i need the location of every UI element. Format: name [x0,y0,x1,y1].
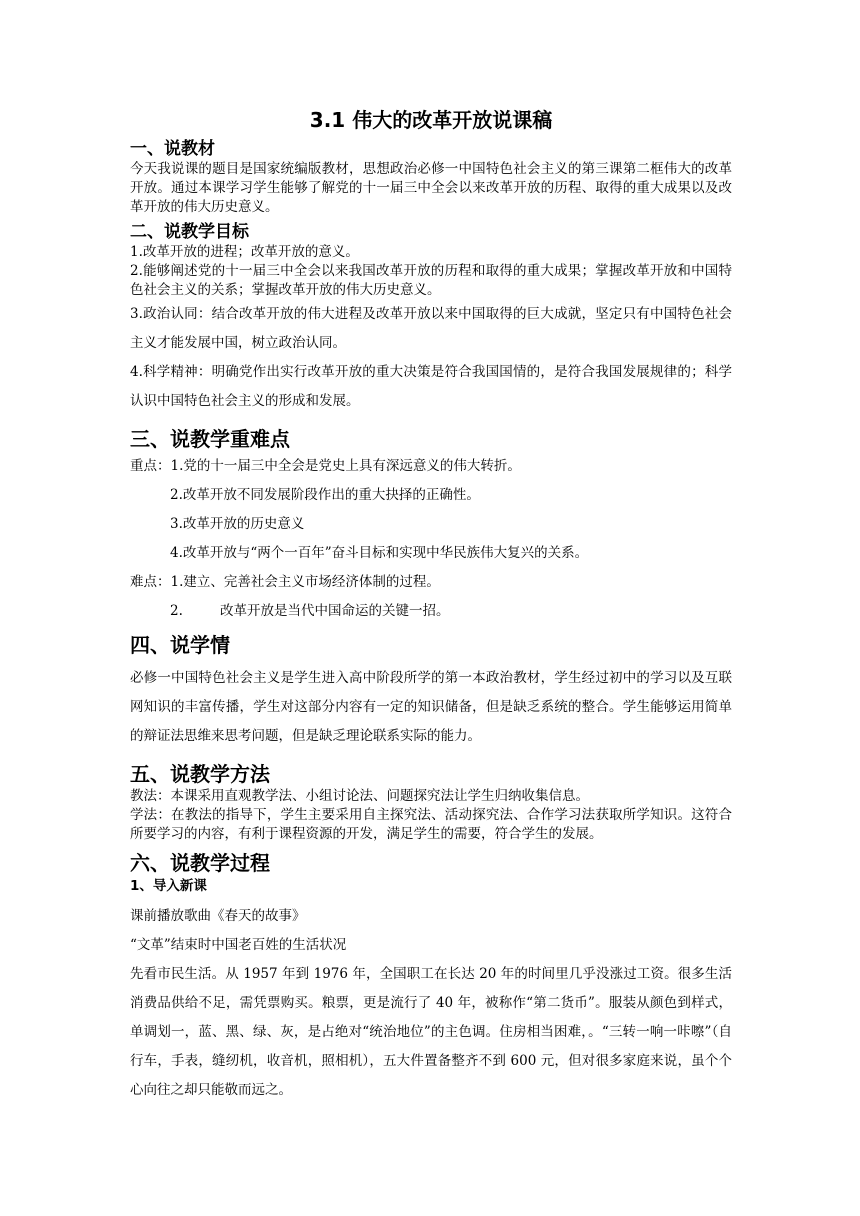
section-heading-students: 四、说学情 [130,633,230,657]
subsection-heading-intro: 1、导入新课 [130,878,207,894]
section-body-textbook: 今天我说课的题目是国家统编版教材，思想政治必修一中国特色社会主义的第三课第二框伟大的改革开放。通过本课学习学生能够了解党的十一届三中全会以来改革开放的历程、取得的重大成果以及改革开放的伟大历史意义。 [130,161,732,215]
section-heading-key-points: 三、说教学重难点 [130,427,290,451]
difficulty-item-1 [130,568,732,597]
intro-paragraph: 先看市民生活。从 1957 年到 1976 年，全国职工在长达 20 年的时间里几乎没涨过工资。很多生活消费品供给不足，需凭票购买。粮票，更是流行了 40 年，被称作“第二货币”。服装从颜色到样式，单调划一，蓝、黑、绿、灰，是占绝对“统治地位”的主色调。住房相当困难，。“三转一响一咔嚓”（自行车，手表，缝纫机，收音机，照相机），五大件置备整齐不到 600 元，但对很多家庭来说，虽个个心向往之却只能敬而远之。 [130,966,732,1098]
difficulty-text-1: 1.建立、完善社会主义市场经济体制的过程。 [170,574,440,590]
section-body-students: 必修一中国特色社会主义是学生进入高中阶段所学的第一本政治教材，学生经过初中的学习以及互联网知识的丰富传播，学生对这部分内容有一定的知识储备，但是缺乏系统的整合。学生能够运用简单的辩证法思维来思考问题，但是缺乏理论联系实际的能力。 [130,670,732,744]
objective-item-4: 4.科学精神：明确党作出实行改革开放的重大决策是符合我国国情的，是符合我国发展规律的；科学认识中国特色社会主义的形成和发展。 [130,364,732,409]
objective-item-1: 1.改革开放的进程；改革开放的意义。 [130,244,359,260]
key-point-text-1: 1.党的十一届三中全会是党史上具有深远意义的伟大转折。 [170,458,521,474]
key-label: 重点： [130,458,171,474]
objective-item-3: 3.政治认同：结合改革开放的伟大进程及改革开放以来中国取得的巨大成就，坚定只有中国特色社会主义才能发展中国，树立政治认同。 [130,306,732,351]
key-point-item-4: 4.改革开放与“两个一百年”奋斗目标和实现中华民族伟大复兴的关系。 [170,545,589,561]
key-point-item-3: 3.改革开放的历史意义 [170,516,305,532]
difficulty-text-2: 改革开放是当代中国命运的关键一招。 [220,603,450,619]
objective-item-2: 2.能够阐述党的十一届三中全会以来我国改革开放的历程和取得的重大成果；掌握改革开放和中国特色社会主义的关系；掌握改革开放的伟大历史意义。 [130,263,732,298]
section-heading-objectives: 二、说教学目标 [130,222,249,242]
document-page [130,100,732,1105]
teaching-method: 教法：本课采用直观教学法、小组讨论法、问题探究法让学生归纳收集信息。 [130,788,589,804]
intro-line-2: “文革”结束时中国老百姓的生活状况 [130,937,347,953]
key-point-item-1 [130,452,732,481]
difficulty-number-2: 2. [170,603,183,619]
section-heading-methods: 五、说教学方法 [130,762,270,786]
difficulty-label: 难点： [130,574,171,590]
learning-method: 学法：在教法的指导下，学生主要采用自主探究法、活动探究法、合作学习法获取所学知识。这符合所要学习的内容，有利于课程资源的开发，满足学生的需要，符合学生的发展。 [130,807,732,842]
section-heading-process: 六、说教学过程 [130,851,270,875]
section-heading-textbook: 一、说教材 [130,139,215,159]
intro-line-1: 课前播放歌曲《春天的故事》 [130,908,306,924]
difficulty-item-2 [130,597,732,626]
key-point-item-2: 2.改革开放不同发展阶段作出的重大抉择的正确性。 [170,487,480,503]
document-title: 3.1 伟大的改革开放说课稿 [309,108,553,132]
